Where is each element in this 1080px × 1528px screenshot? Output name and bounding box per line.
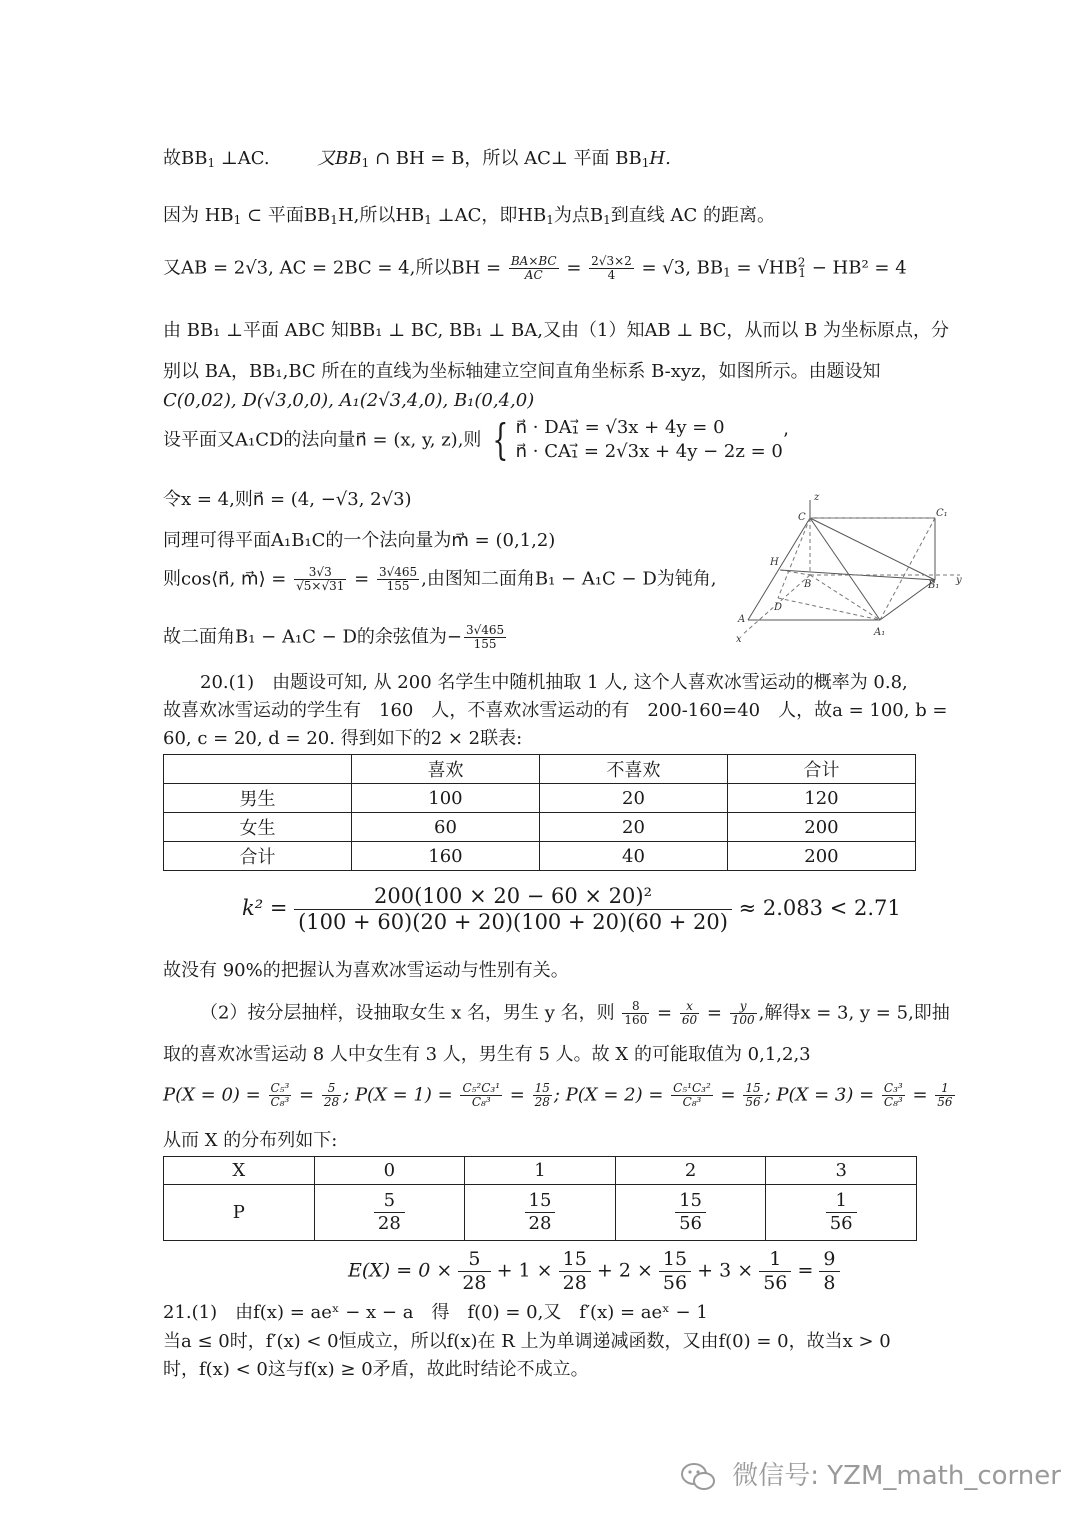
text: = √3, BB [641,257,724,279]
brace: { [492,415,509,465]
line-17: 取的喜欢冰雪运动 8 人中女生有 3 人，男生有 5 人。故 X 的可能取值为 0,1,2,3 [163,1044,811,1065]
figure-label: H [770,557,779,568]
wechat-icon [680,1462,716,1492]
figure-label: C₁ [936,508,948,519]
line-19: 21.(1) 由f(x) = aeˣ − x − a 得 f(0) = 0,又 f′(x) = aeˣ − 1 [163,1302,708,1323]
line-12: 20.(1) 由题设可知, 从 200 名学生中随机抽取 1 人, 这个人喜欢冰雪运动的概率为 0.8, [200,672,908,693]
line-15: 故没有 90%的把握认为喜欢冰雪运动与性别有关。 [163,960,569,981]
text: ⊂ 平面BB [247,205,331,226]
table-header: 合计 [727,755,915,784]
table-header: 2 [615,1157,766,1185]
table-header: X [164,1157,315,1185]
table-row: 男生 100 20 120 [164,784,916,813]
text: 为点B [553,205,604,226]
watermark-text: 微信号: YZM_math_corner [732,1461,1061,1491]
line-9: 同理可得平面A₁B₁C的一个法向量为m⃗ = (0,1,2) [163,530,556,551]
chi-square-formula: k² = $\frac{\text{200(100 × 20 − 60 × 20)²}}{(100 + 60)(20 + 20)(100 + 20)(60 + 20)}$ ≈ 2.083 < 2.71 [242,884,901,935]
fraction: $\frac{3√465}{155}$ [378,565,418,594]
line-1: 故$BB_1$ ⊥AC. 又$BB_1$ ∩ BH = B，所以 AC⊥ 平面 $BB_1H$. [163,148,671,170]
figure-label: y [956,575,962,586]
line-6: C(0,02), D(√3,0,0), A₁(2√3,4,0), B₁(0,4,0) [163,390,535,411]
figure-label: x [736,634,742,645]
figure-label: B₁ [928,580,940,591]
fraction: $\frac{3√3}{√5\times√31}$ [296,565,345,594]
table-header: 3 [766,1157,917,1185]
line-16: （2）按分层抽样，设抽取女生 x 名，男生 y 名，则 $\frac{8}{160}$ = $\frac{x}{60}$ = $\frac{y}{100}$ ,解得x = 3, y = 5,即抽 [200,999,950,1028]
table-header: 不喜欢 [539,755,727,784]
fraction: $\frac{BA\times BC}{AC}$ [510,254,557,283]
coordinate-figure [730,490,970,645]
figure-label: D [774,602,783,613]
equation-system: n⃗ · DA₁⃗ = √3x + 4y = 0 n⃗ · CA₁⃗ = 2√3x + 4y − 2z = 0 [515,417,783,463]
text: 又BB [317,148,362,169]
line-10: 则cos⟨n⃗, m⃗⟩ = $\frac{3√3}{√5\times√31}$ = $\frac{3√465}{155}$ ,由图知二面角B₁ − A₁C − D为钝角, [163,565,717,594]
figure-label: A [738,614,746,625]
line-8: 令x = 4,则n⃗ = (4, −√3, 2√3) [163,489,412,510]
text: 因为 HB [163,205,234,226]
watermark [680,1455,1061,1492]
fraction: $\frac{2√3\times 2}{4}$ [591,254,632,283]
text: ⊥AC，即HB [437,205,547,226]
text: ⊥AC. [220,148,270,169]
text: 又AB = 2√3, AC = 2BC = 4,所以BH = [163,257,502,279]
text: ∩ BH = B，所以 AC⊥ 平面 BB [374,148,642,169]
text: = √HB [736,257,798,279]
text: 故二面角B₁ − A₁C − D的余弦值为− [163,626,462,648]
line-18: 从而 X 的分布列如下: [163,1130,338,1151]
table-header: 0 [314,1157,465,1185]
line-7: 设平面又A₁CD的法向量n⃗ = (x, y, z),则 { n⃗ · DA₁⃗ = √3x + 4y = 0 n⃗ · CA₁⃗ = 2√3x + 4y − 2z = 0 ’ [163,415,789,465]
line-14: 60, c = 20, d = 20. 得到如下的2 × 2联表: [163,728,523,749]
table-header: 喜欢 [351,755,539,784]
table-header: 1 [465,1157,616,1185]
text: 故BB [163,148,208,169]
text: 到直线 AC 的距离。 [610,205,776,226]
table-row: 女生 60 20 200 [164,813,916,842]
line-11 [163,624,508,651]
expectation-formula: E(X) = 0 × $\frac{5}{28}$ + 1 × $\frac{15}{28}$ + 2 × $\frac{15}{56}$ + 3 × $\frac{1}{56}$ = $\frac{9}{8}$ [348,1248,840,1295]
line-2: 因为 $HB_1$ ⊂ 平面$BB_1H$,所以$HB_1$ ⊥AC，即$HB_1$为点$B_1$到直线 AC 的距离。 [163,205,776,227]
table-row: P $\frac{5}{28}$ $\frac{15}{28}$ $\frac{15}{56}$ $\frac{1}{56}$ [164,1185,917,1241]
fraction: $\frac{3√465}{155}$ [466,623,505,652]
text: − HB² = 4 [811,257,907,279]
table-header [164,755,352,784]
text: 则cos⟨n⃗, m⃗⟩ = [163,568,287,590]
text: 设平面又A₁CD的法向量n⃗ = (x, y, z),则 [163,429,482,451]
line-13: 故喜欢冰雪运动的学生有 160 人，不喜欢冰雪运动的有 200-160=40 人，故a = 100, b = [163,700,948,721]
line-20: 当a ≤ 0时，f′(x) < 0恒成立，所以f(x)在 R 上为单调递减函数，又由f(0) = 0，故当x > 0 [163,1331,891,1352]
figure-label: B [804,579,812,590]
figure-label: A₁ [874,627,886,638]
probability-line: P(X = 0) = $\frac{\text{C₅³}}{\text{C₈³}}$ = $\frac{5}{28}$ ; P(X = 1) = $\frac{\text{C₅²C₃¹}}{\text{C₈³}}$ = $\frac{15}{28}$ ; P(X = 2) = $\frac{\text{C₅¹C₃²}}{\text{C₈³}}$ = $\frac{15}{56}$ ; P(X = 3) = $\frac{\text{C₃³}}{\text{C₈³}}$ = $\frac{1}{56}$ [163,1081,953,1110]
text: ,由图知二面角B₁ − A₁C − D为钝角, [421,568,717,590]
figure-label: C [798,512,806,523]
table-row: 合计 160 40 200 [164,842,916,871]
contingency-table [163,754,916,871]
distribution-table [163,1156,917,1241]
line-3: 又AB = 2√3, AC = 2BC = 4,所以BH = $\frac{BA\times BC}{AC}$ = $\frac{2√3\times 2}{4}$ = √3, $BB_1 = √HB^2_1 - HB^2 = 4$ [163,254,907,283]
line-21: 时，f(x) < 0这与f(x) ≥ 0矛盾，故此时结论不成立。 [163,1359,589,1380]
text: H. [649,148,671,169]
text: H,所以HB [337,205,425,226]
line-4: 由 BB₁ ⊥平面 ABC 知BB₁ ⊥ BC, BB₁ ⊥ BA,又由（1）知AB ⊥ BC，从而以 B 为坐标原点，分 [163,320,950,341]
figure-label: z [814,492,820,503]
line-5: 别以 BA，BB₁,BC 所在的直线为坐标轴建立空间直角坐标系 B-xyz，如图所示。由题设知 [163,361,881,382]
